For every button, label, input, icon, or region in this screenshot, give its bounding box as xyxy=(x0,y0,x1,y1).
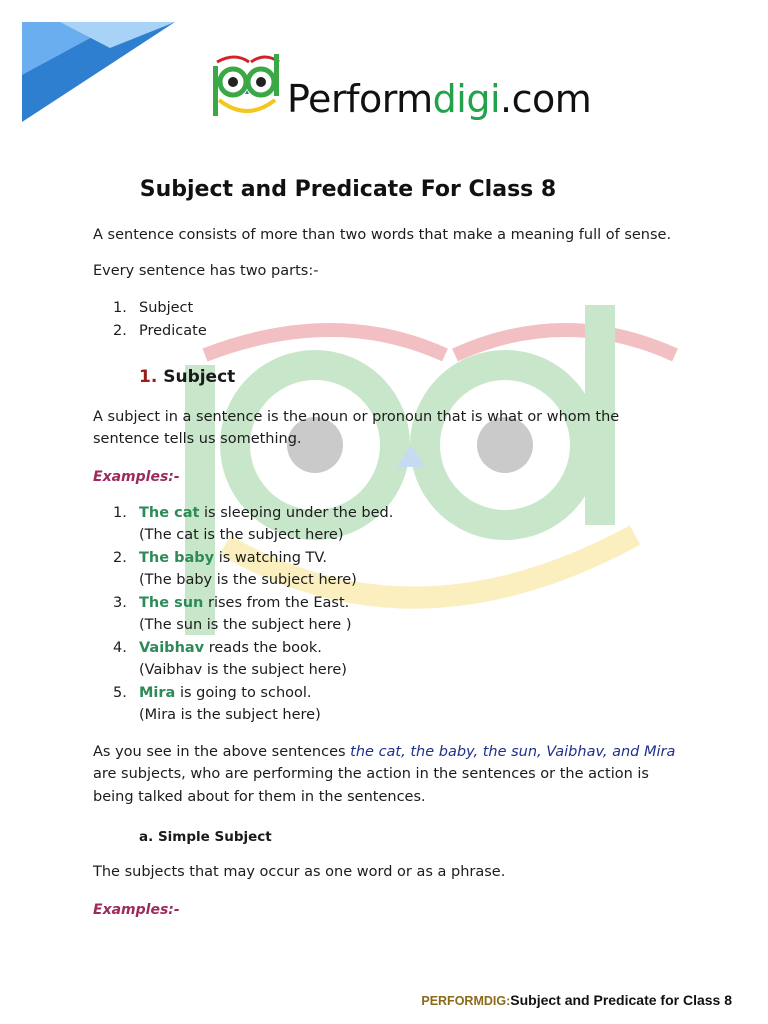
examples-label: Examples:- xyxy=(93,469,180,485)
parts-intro: Every sentence has two parts:- xyxy=(93,263,319,279)
pd-logo-icon xyxy=(205,48,287,120)
list-item: 5. Mira is going to school. (Mira is the subject here) xyxy=(113,685,321,723)
site-name: Performdigi.com xyxy=(287,77,592,121)
corner-decoration xyxy=(0,0,180,125)
list-item: 1. Subject xyxy=(113,300,194,316)
site-logo[interactable] xyxy=(205,48,605,126)
summary-line-1: As you see in the above sentences the cat, the baby, the sun, Vaibhav, and Mira xyxy=(93,744,676,760)
list-item: 2. Predicate xyxy=(113,323,207,339)
list-item: 3. The sun rises from the East. (The sun is the subject here ) xyxy=(113,595,352,633)
intro-paragraph: A sentence consists of more than two words that make a meaning full of sense. xyxy=(93,227,672,243)
list-item: 4. Vaibhav reads the book. (Vaibhav is the subject here) xyxy=(113,640,347,678)
list-item: 1. The cat is sleeping under the bed. (The cat is the subject here) xyxy=(113,505,394,543)
subject-definition-line-2: sentence tells us something. xyxy=(93,431,302,447)
summary-line-3: being talked about for them in the sentences. xyxy=(93,789,426,805)
list-item: 2. The baby is watching TV. (The baby is the subject here) xyxy=(113,550,357,588)
examples-label: Examples:- xyxy=(93,902,180,918)
page-footer: PERFORMDIG:Subject and Predicate for Class 8 xyxy=(421,992,732,1008)
subject-definition-line-1: A subject in a sentence is the noun or pronoun that is what or whom the xyxy=(93,409,620,425)
simple-subject-definition: The subjects that may occur as one word or as a phrase. xyxy=(93,864,506,880)
page-title: Subject and Predicate For Class 8 xyxy=(139,177,557,202)
subsection-heading-simple-subject: a. Simple Subject xyxy=(139,829,272,845)
section-heading-subject: 1. Subject xyxy=(139,367,236,387)
summary-line-2: are subjects, who are performing the action in the sentences or the action is xyxy=(93,766,649,782)
